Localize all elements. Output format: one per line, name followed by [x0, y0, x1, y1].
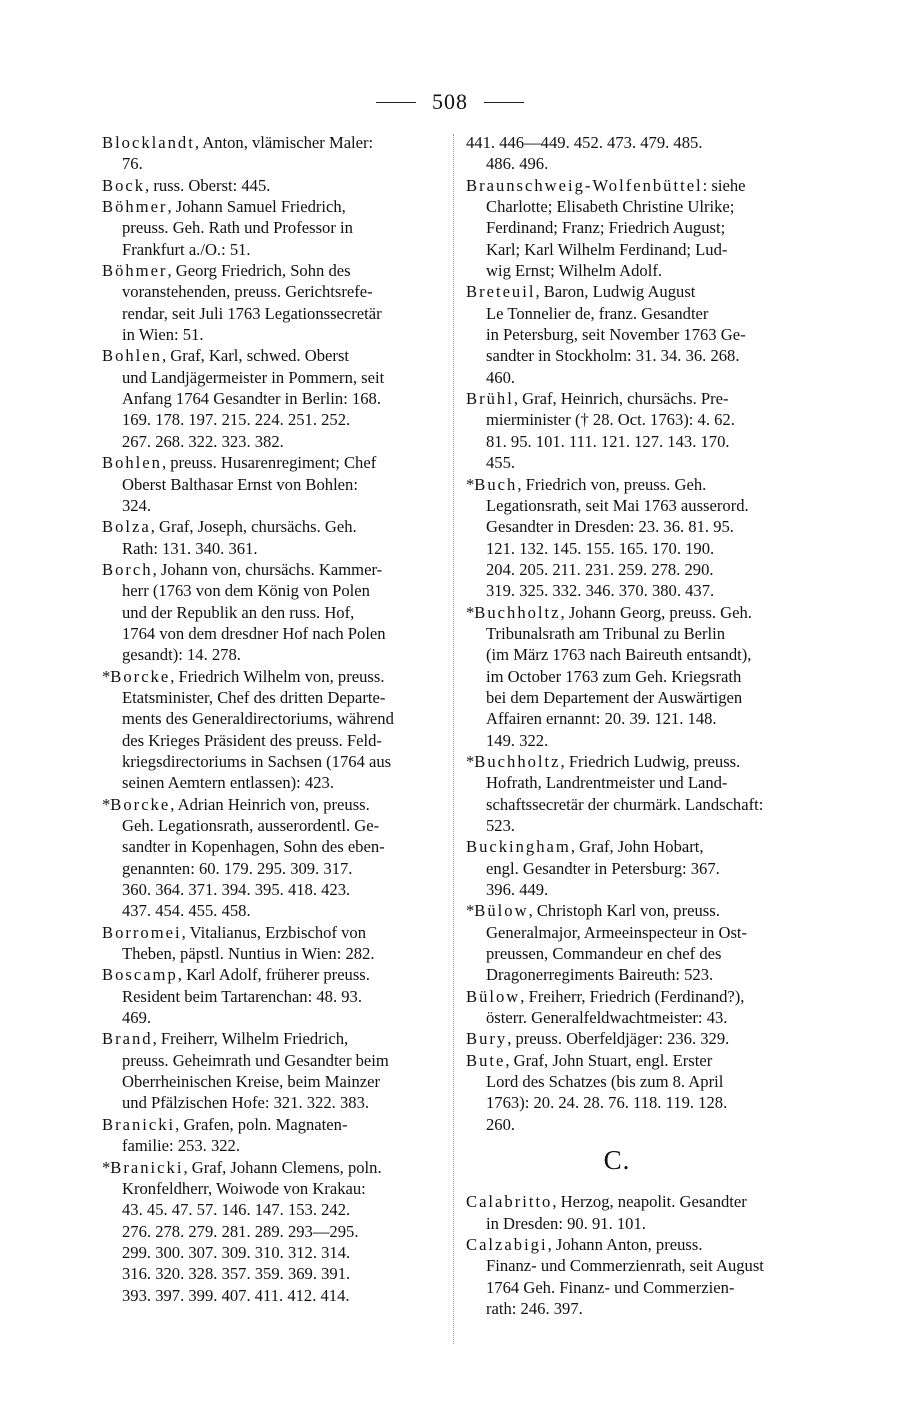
- entry-text: Dragonerregiments Baireuth: 523.: [486, 965, 714, 985]
- entry-text: 121. 132. 145. 155. 165. 170. 190.: [486, 538, 715, 558]
- index-entry: [102, 345, 444, 452]
- entry-continuation-line: [122, 986, 444, 1007]
- entry-text: 324.: [122, 495, 152, 515]
- entry-text: 523.: [486, 816, 516, 835]
- entry-text: 1764 von dem dresdner Hof nach Polen: [122, 623, 386, 643]
- entry-continuation-line: [486, 153, 808, 174]
- entry-name: Buckingham: [466, 837, 571, 857]
- entry-continuation-line: [486, 345, 808, 366]
- entry-text: 396. 449.: [486, 880, 549, 900]
- entry-first-line: [102, 794, 444, 815]
- entry-continuation-line: [486, 324, 808, 345]
- entry-text: Finanz- und Commerzienrath, seit August: [486, 1256, 764, 1276]
- entry-text: in Wien: 51.: [122, 325, 204, 345]
- entry-text: genannten: 60. 179. 295. 309. 317.: [122, 858, 353, 878]
- entry-continuation-line: [486, 538, 808, 559]
- entry-continuation-line: [486, 367, 808, 388]
- entry-first-line: [466, 836, 808, 857]
- entry-continuation-line: [122, 1135, 444, 1156]
- entry-text: des Krieges Präsident des preuss. Feld-: [122, 730, 382, 750]
- entry-text: , Johann von, chursächs. Kammer-: [152, 559, 383, 579]
- entry-star: *: [466, 901, 475, 921]
- entry-text: und der Republik an den russ. Hof,: [122, 602, 355, 622]
- entry-continuation-line: [122, 900, 444, 921]
- entry-continuation-line: [486, 858, 808, 879]
- entry-text: , Graf, Joseph, chursächs. Geh.: [150, 517, 357, 537]
- entry-text: , Graf, Karl, schwed. Oberst: [161, 346, 350, 366]
- index-entry: [466, 900, 808, 985]
- entry-continuation-line: [122, 495, 444, 516]
- entry-name: Borch: [102, 559, 153, 579]
- index-entry: [466, 1191, 808, 1234]
- right-after-entries: [466, 1191, 808, 1319]
- entry-continuation-line: [486, 516, 808, 537]
- entry-continuation-line: [122, 409, 444, 430]
- entry-first-line: [102, 1114, 444, 1135]
- entry-text: Hofrath, Landrentmeister und Land-: [486, 773, 728, 793]
- entry-continuation-line: [486, 559, 808, 580]
- entry-continuation-line: [486, 943, 808, 964]
- entry-continuation-line: [486, 687, 808, 708]
- entry-continuation-line: [486, 1298, 808, 1319]
- entry-name: Bolza: [102, 517, 151, 537]
- entry-continuation-line: [122, 1007, 444, 1028]
- entry-text: schaftssecretär der churmärk. Landschaft:: [486, 794, 764, 814]
- index-entry: [102, 132, 444, 175]
- entry-continuation-line: [122, 324, 444, 345]
- entry-star: *: [466, 474, 475, 494]
- entry-text: , Karl Adolf, früherer preuss.: [177, 965, 370, 985]
- entry-star: *: [102, 666, 111, 686]
- entry-text: in Dresden: 90. 91. 101.: [486, 1213, 646, 1233]
- entry-first-line: [102, 260, 444, 281]
- entry-continuation-line: [122, 1199, 444, 1220]
- entry-text: , preuss. Oberfeldjäger: 236. 329.: [507, 1029, 730, 1049]
- index-entry: [466, 175, 808, 282]
- entry-continuation-line: [486, 922, 808, 943]
- entry-text: Frankfurt a./O.: 51.: [122, 239, 251, 259]
- index-entry: [466, 1050, 808, 1135]
- entry-continuation-line: [122, 751, 444, 772]
- entry-text: Gesandter in Dresden: 23. 36. 81. 95.: [486, 517, 734, 537]
- index-entry: [466, 388, 808, 473]
- entry-name: Bülow: [466, 986, 521, 1006]
- entry-continuation-line: [486, 623, 808, 644]
- entry-continuation-line: [122, 1178, 444, 1199]
- entry-text: , Johann Anton, preuss.: [547, 1234, 703, 1254]
- entry-text: , Georg Friedrich, Sohn des: [167, 261, 351, 281]
- entry-text: , Friedrich Ludwig, preuss.: [560, 751, 741, 771]
- entry-text: Geh. Legationsrath, ausserordentl. Ge-: [122, 816, 380, 835]
- entry-text: engl. Gesandter in Petersburg: 367.: [486, 858, 720, 878]
- entry-first-line: [466, 132, 808, 153]
- entry-text: : siehe: [702, 175, 746, 195]
- entry-continuation-line: [122, 815, 444, 836]
- entry-name: Breteuil: [466, 282, 536, 302]
- entry-star: *: [466, 751, 475, 771]
- entry-text: Karl; Karl Wilhelm Ferdinand; Lud-: [486, 239, 728, 259]
- index-entry: [466, 1028, 808, 1049]
- entry-text: bei dem Departement der Auswärtigen: [486, 687, 743, 707]
- entry-text: österr. Generalfeldwachtmeister: 43.: [486, 1008, 728, 1028]
- header-rule-right: [484, 102, 524, 103]
- entry-first-line: [466, 281, 808, 302]
- entry-continuation-line: [122, 1221, 444, 1242]
- entry-first-line: [466, 1191, 808, 1212]
- index-entry: [102, 175, 444, 196]
- entry-text: 455.: [486, 453, 516, 473]
- entry-first-line: [102, 1028, 444, 1049]
- entry-text: 299. 300. 307. 309. 310. 312. 314.: [122, 1242, 351, 1262]
- entry-text: mierminister († 28. Oct. 1763): 4. 62.: [486, 410, 735, 430]
- entry-first-line: [102, 559, 444, 580]
- entry-first-line: [102, 452, 444, 473]
- entry-first-line: [102, 345, 444, 366]
- entry-continuation-line: [122, 1263, 444, 1284]
- entry-text: 76.: [122, 154, 143, 174]
- entry-text: Generalmajor, Armeeinspecteur in Ost-: [486, 922, 748, 942]
- entry-text: ments des Generaldirectoriums, während: [122, 709, 394, 729]
- entry-text: seinen Aemtern entlassen): 423.: [122, 773, 334, 793]
- entry-text: 81. 95. 101. 111. 121. 127. 143. 170.: [486, 431, 730, 451]
- index-entry: [102, 196, 444, 260]
- entry-continuation-line: [486, 260, 808, 281]
- entry-text: , Adrian Heinrich von, preuss.: [170, 794, 370, 814]
- entry-name: Bury: [466, 1029, 508, 1049]
- section-heading: C.: [603, 1145, 631, 1176]
- entry-text: Affairen ernannt: 20. 39. 121. 148.: [486, 709, 717, 729]
- entry-first-line: [466, 474, 808, 495]
- index-entry: [102, 964, 444, 1028]
- index-entry: [466, 474, 808, 602]
- entry-continuation-line: [486, 644, 808, 665]
- left-column: [102, 132, 444, 1306]
- index-entry: [102, 1028, 444, 1113]
- entry-name: Braunschweig-Wolfenbüttel: [466, 175, 703, 195]
- entry-text: , Freiherr, Friedrich (Ferdinand?),: [520, 986, 745, 1006]
- entry-continuation-line: [122, 879, 444, 900]
- entry-text: , Graf, John Hobart,: [570, 837, 704, 857]
- index-entry: [102, 516, 444, 559]
- index-entry: [466, 602, 808, 751]
- entry-first-line: [466, 602, 808, 623]
- entry-continuation-line: [122, 687, 444, 708]
- entry-text: 469.: [122, 1008, 152, 1028]
- entry-text: , Baron, Ludwig August: [535, 282, 696, 302]
- entry-name: Brühl: [466, 389, 514, 409]
- entry-name: Boscamp: [102, 965, 178, 985]
- entry-text: 267. 268. 322. 323. 382.: [122, 431, 284, 451]
- entry-name: Borromei: [102, 922, 182, 942]
- entry-continuation-line: [122, 858, 444, 879]
- entry-continuation-line: [486, 815, 808, 836]
- entry-name: Calzabigi: [466, 1234, 548, 1254]
- entry-text: Tribunalsrath am Tribunal zu Berlin: [486, 623, 726, 643]
- entry-name: Branicki: [102, 1114, 176, 1134]
- entry-continuation-line: [122, 943, 444, 964]
- entry-name: Borcke: [110, 666, 171, 686]
- entry-name: Bute: [466, 1050, 506, 1070]
- entry-text: Etatsminister, Chef des dritten Departe-: [122, 687, 386, 707]
- entry-continuation-line: [486, 303, 808, 324]
- index-entry: [466, 836, 808, 900]
- entry-name: Böhmer: [102, 261, 168, 281]
- entry-text: , Graf, Heinrich, chursächs. Pre-: [513, 389, 729, 409]
- entry-continuation-line: [486, 431, 808, 452]
- entry-text: kriegsdirectoriums in Sachsen (1764 aus: [122, 751, 392, 771]
- entry-text: 486. 496.: [486, 154, 549, 174]
- entry-first-line: [102, 666, 444, 687]
- entry-text: 276. 278. 279. 281. 289. 293—295.: [122, 1221, 359, 1241]
- entry-continuation-line: [122, 303, 444, 324]
- entry-name: Calabritto: [466, 1192, 553, 1212]
- entry-continuation-line: [122, 367, 444, 388]
- entry-text: Le Tonnelier de, franz. Gesandter: [486, 303, 709, 323]
- entry-text: Charlotte; Elisabeth Christine Ulrike;: [486, 197, 735, 217]
- entry-name: Bock: [102, 175, 146, 195]
- entry-text: Rath: 131. 340. 361.: [122, 538, 258, 558]
- entry-continuation-line: [122, 708, 444, 729]
- entry-text: rendar, seit Juli 1763 Legationssecretär: [122, 303, 382, 323]
- entry-continuation-line: [122, 239, 444, 260]
- index-entry: [102, 452, 444, 516]
- index-entry: [102, 1157, 444, 1306]
- entry-first-line: [466, 1028, 808, 1049]
- entry-text: , Vitalianus, Erzbischof von: [181, 922, 367, 942]
- entry-text: 1764 Geh. Finanz- und Commerzien-: [486, 1277, 735, 1297]
- entry-text: 204. 205. 211. 231. 259. 278. 290.: [486, 559, 714, 579]
- entry-first-line: [466, 751, 808, 772]
- index-entry: [466, 751, 808, 836]
- entry-continuation-line: [122, 1092, 444, 1113]
- entry-continuation-line: [122, 1071, 444, 1092]
- entry-continuation-line: [122, 474, 444, 495]
- entry-continuation-line: [486, 580, 808, 601]
- entry-continuation-line: [486, 495, 808, 516]
- entry-continuation-line: [122, 281, 444, 302]
- entry-text: Oberrheinischen Kreise, beim Mainzer: [122, 1072, 381, 1092]
- entry-continuation-line: [122, 217, 444, 238]
- page-number: 508: [432, 89, 468, 114]
- entry-continuation-line: [486, 772, 808, 793]
- entry-text: , Herzog, neapolit. Gesandter: [552, 1192, 747, 1212]
- page-header: [0, 84, 900, 120]
- index-entry: [102, 794, 444, 922]
- entry-continuation-line: [486, 196, 808, 217]
- entry-continuation-line: [122, 644, 444, 665]
- entry-text: Kronfeldherr, Woiwode von Krakau:: [122, 1178, 366, 1198]
- entry-text: , Grafen, poln. Magnaten-: [175, 1114, 348, 1134]
- entry-text: , Graf, John Stuart, engl. Erster: [505, 1050, 713, 1070]
- entry-first-line: [102, 516, 444, 537]
- entry-continuation-line: [486, 239, 808, 260]
- index-entry: [466, 132, 808, 175]
- entry-name: Blocklandt: [102, 133, 195, 152]
- entry-text: rath: 246. 397.: [486, 1298, 583, 1318]
- entry-text: , russ. Oberst: 445.: [145, 175, 271, 195]
- entry-text: , preuss. Husarenregiment; Chef: [161, 453, 377, 473]
- entry-continuation-line: [486, 730, 808, 751]
- entry-text: , Graf, Johann Clemens, poln.: [183, 1157, 382, 1177]
- entry-first-line: [466, 388, 808, 409]
- index-entry: [466, 986, 808, 1029]
- entry-continuation-line: [486, 666, 808, 687]
- entry-text: 169. 178. 197. 215. 224. 251. 252.: [122, 410, 351, 430]
- entry-name: Buch: [474, 474, 518, 494]
- entry-continuation-line: [122, 730, 444, 751]
- entry-continuation-line: [486, 708, 808, 729]
- entry-continuation-line: [486, 964, 808, 985]
- entry-text: wig Ernst; Wilhelm Adolf.: [486, 261, 663, 281]
- entry-text: Lord des Schatzes (bis zum 8. April: [486, 1072, 724, 1092]
- entry-text: 460.: [486, 367, 516, 387]
- entry-first-line: [102, 132, 444, 153]
- entry-first-line: [466, 1234, 808, 1255]
- entry-star: *: [102, 794, 111, 814]
- entry-text: gesandt): 14. 278.: [122, 645, 241, 665]
- entry-text: preussen, Commandeur en chef des: [486, 944, 722, 964]
- entry-continuation-line: [486, 879, 808, 900]
- entry-star: *: [466, 602, 475, 622]
- index-entry: [102, 666, 444, 794]
- entry-text: , Friedrich Wilhelm von, preuss.: [170, 666, 385, 686]
- entry-continuation-line: [122, 602, 444, 623]
- entry-continuation-line: [486, 1071, 808, 1092]
- entry-text: preuss. Geheimrath und Gesandter beim: [122, 1050, 389, 1070]
- entry-text: 393. 397. 399. 407. 411. 412. 414.: [122, 1285, 350, 1305]
- entry-name: Buchholtz: [474, 602, 561, 622]
- entry-text: , Anton, vlämischer Maler:: [194, 133, 374, 152]
- entry-continuation-line: [122, 1242, 444, 1263]
- entry-first-line: [102, 196, 444, 217]
- entry-text: 149. 322.: [486, 730, 549, 750]
- entry-continuation-line: [122, 580, 444, 601]
- entry-continuation-line: [486, 1007, 808, 1028]
- entry-text: und Landjägermeister in Pommern, seit: [122, 367, 385, 387]
- right-column: [466, 132, 808, 1319]
- entry-text: , Freiherr, Wilhelm Friedrich,: [152, 1029, 349, 1049]
- entry-continuation-line: [486, 1277, 808, 1298]
- entry-text: Resident beim Tartarenchan: 48. 93.: [122, 986, 362, 1006]
- entry-continuation-line: [486, 1114, 808, 1135]
- entry-continuation-line: [122, 623, 444, 644]
- entry-continuation-line: [486, 1092, 808, 1113]
- entry-name: Branicki: [110, 1157, 184, 1177]
- entry-first-line: [466, 986, 808, 1007]
- entry-text: , Johann Samuel Friedrich,: [167, 197, 346, 217]
- index-entry: [102, 1114, 444, 1157]
- entry-text: 319. 325. 332. 346. 370. 380. 437.: [486, 581, 715, 601]
- index-entry: [102, 260, 444, 345]
- entry-text: 437. 454. 455. 458.: [122, 901, 251, 921]
- entry-first-line: [466, 175, 808, 196]
- index-entry: [466, 1234, 808, 1319]
- entry-continuation-line: [486, 409, 808, 430]
- entry-text: preuss. Geh. Rath und Professor in: [122, 218, 353, 238]
- entry-text: , Johann Georg, preuss. Geh.: [560, 602, 752, 622]
- entry-continuation-line: [486, 452, 808, 473]
- entry-text: 316. 320. 328. 357. 359. 369. 391.: [122, 1264, 351, 1284]
- entry-continuation-line: [122, 1285, 444, 1306]
- entry-text: 260.: [486, 1114, 516, 1134]
- entry-first-line: [466, 900, 808, 921]
- entry-text: Oberst Balthasar Ernst von Bohlen:: [122, 474, 358, 494]
- right-entries: [466, 132, 808, 1135]
- entry-name: Bohlen: [102, 453, 162, 473]
- entry-first-line: [466, 1050, 808, 1071]
- header-rule-left: [376, 102, 416, 103]
- entry-text: sandter in Stockholm: 31. 34. 36. 268.: [486, 346, 740, 366]
- entry-first-line: [102, 922, 444, 943]
- entry-continuation-line: [122, 431, 444, 452]
- entry-text: , Friedrich von, preuss. Geh.: [517, 474, 707, 494]
- entry-text: (im März 1763 nach Baireuth entsandt),: [486, 645, 752, 665]
- entry-continuation-line: [122, 388, 444, 409]
- entry-text: Theben, päpstl. Nuntius in Wien: 282.: [122, 944, 375, 964]
- entry-text: 43. 45. 47. 57. 146. 147. 153. 242.: [122, 1200, 351, 1220]
- entry-text: , Christoph Karl von, preuss.: [528, 901, 720, 921]
- entry-continuation-line: [486, 1213, 808, 1234]
- entry-first-line: [102, 964, 444, 985]
- entry-name: Bülow: [474, 901, 529, 921]
- entry-continuation-line: [122, 538, 444, 559]
- entry-text: 360. 364. 371. 394. 395. 418. 423.: [122, 880, 351, 900]
- entry-name: Buchholtz: [474, 751, 561, 771]
- entry-text: familie: 253. 322.: [122, 1136, 240, 1156]
- entry-continuation-line: [122, 772, 444, 793]
- entry-name: Bohlen: [102, 346, 162, 366]
- entry-text: 1763): 20. 24. 28. 76. 118. 119. 128.: [486, 1093, 728, 1113]
- entry-name: Brand: [102, 1029, 153, 1049]
- index-entry: [102, 559, 444, 666]
- entry-text: 441. 446—449. 452. 473. 479. 485.: [466, 133, 703, 152]
- entry-continuation-line: [122, 153, 444, 174]
- entry-text: Anfang 1764 Gesandter in Berlin: 168.: [122, 389, 381, 409]
- entry-first-line: [102, 1157, 444, 1178]
- entry-text: sandter in Kopenhagen, Sohn des eben-: [122, 837, 385, 857]
- entry-text: voranstehenden, preuss. Gerichtsrefe-: [122, 282, 373, 302]
- entry-continuation-line: [486, 1255, 808, 1276]
- column-divider: [453, 134, 454, 1344]
- entry-name: Borcke: [110, 794, 171, 814]
- entry-continuation-line: [486, 217, 808, 238]
- entry-text: herr (1763 von dem König von Polen: [122, 581, 370, 601]
- entry-continuation-line: [122, 836, 444, 857]
- entry-text: im October 1763 zum Geh. Kriegsrath: [486, 666, 742, 686]
- entry-text: Ferdinand; Franz; Friedrich August;: [486, 218, 726, 238]
- entry-text: Legationsrath, seit Mai 1763 ausserord.: [486, 495, 749, 515]
- entry-first-line: [102, 175, 444, 196]
- entry-name: Böhmer: [102, 197, 168, 217]
- entry-text: und Pfälzischen Hofe: 321. 322. 383.: [122, 1093, 370, 1113]
- entry-star: *: [102, 1157, 111, 1177]
- entry-text: in Petersburg, seit November 1763 Ge-: [486, 325, 746, 345]
- index-entry: [102, 922, 444, 965]
- index-entry: [466, 281, 808, 388]
- entry-continuation-line: [122, 1050, 444, 1071]
- entry-continuation-line: [486, 794, 808, 815]
